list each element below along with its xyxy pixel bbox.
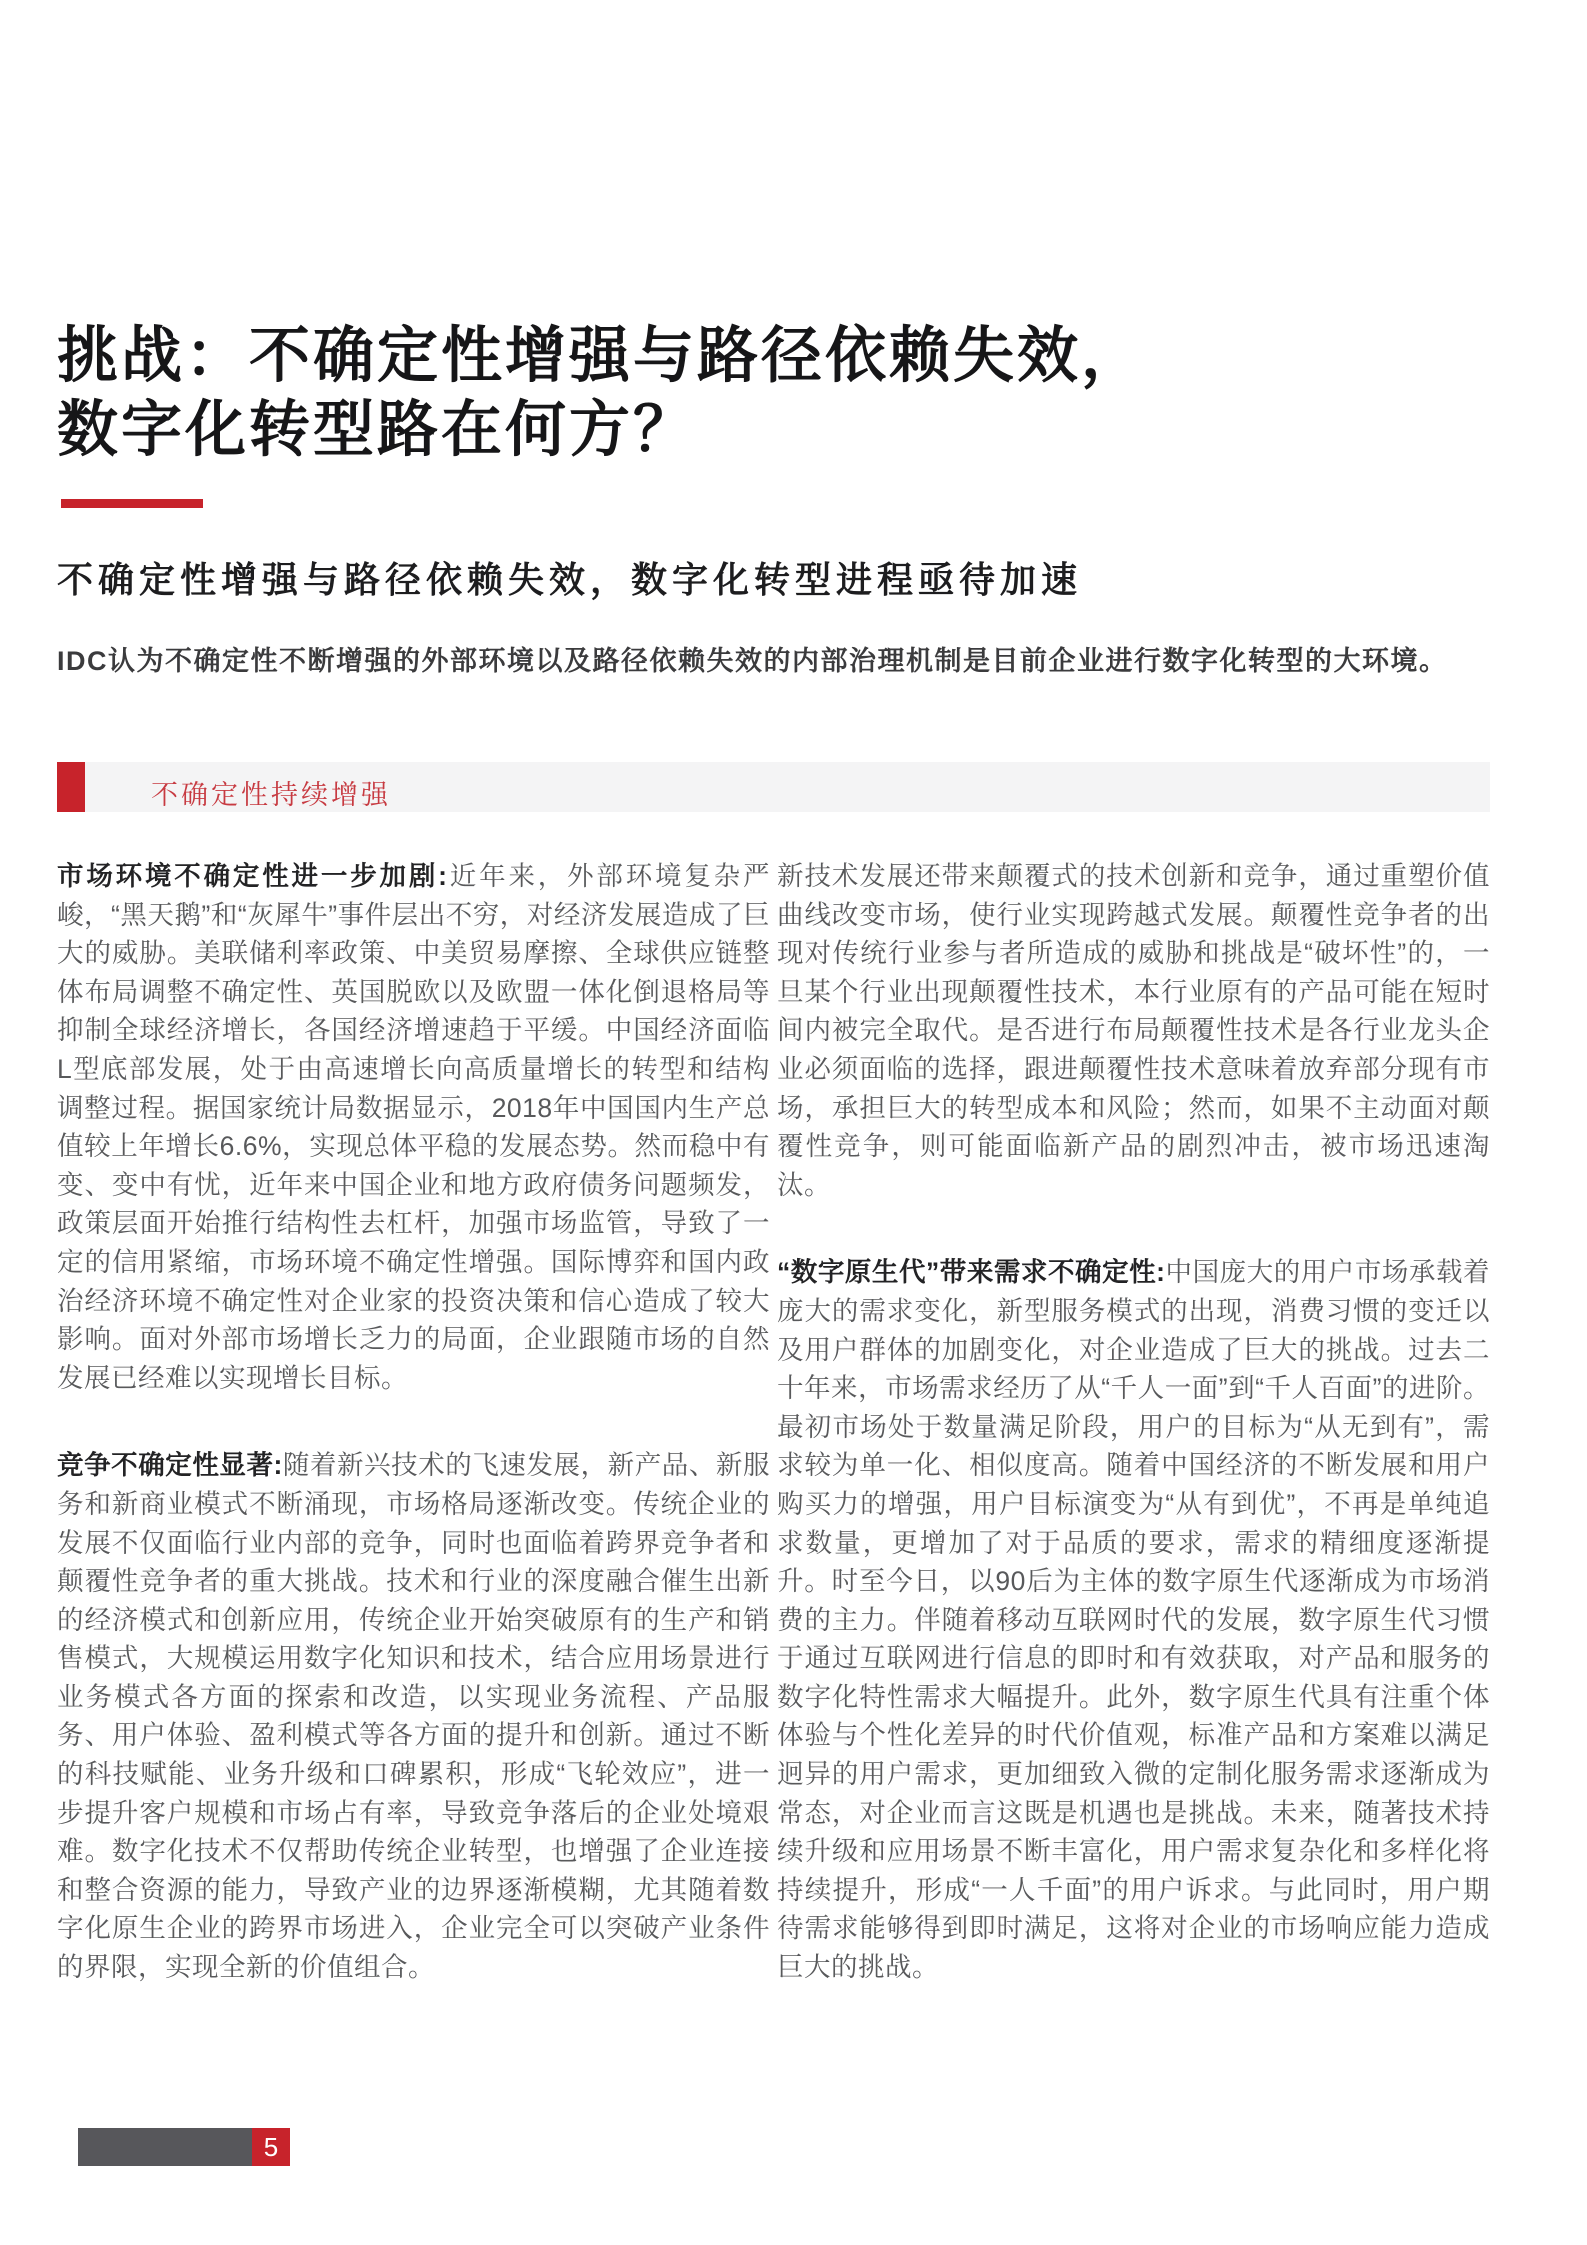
subtitle: 不确定性增强与路径依赖失效，数字化转型进程亟待加速 [57, 559, 1083, 600]
paragraph-digital-natives [777, 1253, 1490, 1986]
page-title-line1: 挑战：不确定性增强与路径依赖失效， [57, 321, 1146, 389]
body-column-right [777, 857, 1490, 2036]
body-column-left [57, 857, 770, 2036]
paragraph-text: 新技术发展还带来颠覆式的技术创新和竞争，通过重塑价值曲线改变市场，使行业实现跨越式发展。颠覆性竞争者的出现对传统行业参与者所造成的威胁和挑战是“破坏性”的，一旦某个行业出现颠覆性技术，本行业原有的产品可能在短时间内被完全取代。是否进行布局颠覆性技术是各行业龙头企业必须面临的选择，跟进颠覆性技术意味着放弃部分现有市场，承担巨大的转型成本和风险；然而，如果不主动面对颠覆性竞争，则可能面临新产品的剧烈冲击，被市场迅速淘汰。 [777, 861, 1490, 1200]
page-title-line2: 数字化转型路在何方？ [57, 395, 698, 463]
page-number-badge: 5 [252, 2128, 290, 2166]
paragraph-text: 中国庞大的用户市场承载着庞大的需求变化，新型服务模式的出现，消费习惯的变迁以及用户群体的加剧变化，对企业造成了巨大的挑战。过去二十年来，市场需求经历了从“千人一面”到“千人百面”的进阶。最初市场处于数量满足阶段，用户的目标为“从无到有”，需求较为单一化、相似度高。随着中国经济的不断发展和用户购买力的增强，用户目标演变为“从有到优”，不再是单纯追求数量，更增加了对于品质的要求，需求的精细度逐渐提升。时至今日，以90后为主体的数字原生代逐渐成为市场消费的主力。伴随着移动互联网时代的发展，数字原生代习惯于通过互联网进行信息的即时和有效获取，对产品和服务的数字化特性需求大幅提升。此外，数字原生代具有注重个体体验与个性化差异的时代价值观，标准产品和方案难以满足迥异的用户需求，更加细致入微的定制化服务需求逐渐成为常态，对企业而言这既是机遇也是挑战。未来，随著技术持续升级和应用场景不断丰富化，用户需求复杂化和多样化将持续提升，形成“一人千面”的用户诉求。与此同时，用户期待需求能够得到即时满足，这将对企业的市场响应能力造成巨大的挑战。 [777, 1257, 1491, 1983]
paragraph-text: 随着新兴技术的飞速发展，新产品、新服务和新商业模式不断涌现，市场格局逐渐改变。传统企业的发展不仅面临行业内部的竞争，同时也面临着跨界竞争者和颠覆性竞争者的重大挑战。技术和行业的深度融合催生出新的经济模式和创新应用，传统企业开始突破原有的生产和销售模式，大规模运用数字化知识和技术，结合应用场景进行业务模式各方面的探索和改造，以实现业务流程、产品服务、用户体验、盈利模式等各方面的提升和创新。通过不断的科技赋能、业务升级和口碑累积，形成“飞轮效应”，进一步提升客户规模和市场占有率，导致竞争落后的企业处境艰难。数字化技术不仅帮助传统企业转型，也增强了企业连接和整合资源的能力，导致产业的边界逐渐模糊，尤其随着数字化原生企业的跨界市场进入，企业完全可以突破产业条件的界限，实现全新的价值组合。 [57, 1450, 771, 1983]
section-title: 不确定性持续增强 [151, 780, 391, 810]
paragraph-lead: 市场环境不确定性进一步加剧: [57, 861, 448, 891]
footer-bar [78, 2128, 252, 2166]
section-header-bar [57, 762, 1490, 812]
page-title [57, 318, 1145, 466]
paragraph-disruptive-tech [777, 857, 1490, 1204]
paragraph-market-uncertainty [57, 857, 770, 1397]
paragraph-competition-uncertainty [57, 1446, 770, 1986]
title-underline-rule [61, 499, 203, 508]
paragraph-text: 近年来，外部环境复杂严峻，“黑天鹅”和“灰犀牛”事件层出不穷，对经济发展造成了巨大的威胁。美联储利率政策、中美贸易摩擦、全球供应链整体布局调整不确定性、英国脱欧以及欧盟一体化倒退格局等抑制全球经济增长，各国经济增速趋于平缓。中国经济面临L型底部发展，处于由高速增长向高质量增长的转型和结构调整过程。据国家统计局数据显示，2018年中国国内生产总值较上年增长6.6%，实现总体平稳的发展态势。然而稳中有变、变中有忧，近年来中国企业和地方政府债务问题频发，政策层面开始推行结构性去杠杆，加强市场监管，导致了一定的信用紧缩，市场环境不确定性增强。国际博弈和国内政治经济环境不确定性对企业家的投资决策和信心造成了较大影响。面对外部市场增长乏力的局面，企业跟随市场的自然发展已经难以实现增长目标。 [57, 861, 771, 1393]
paragraph-lead: “数字原生代”带来需求不确定性: [777, 1257, 1166, 1288]
section-marker-square [57, 762, 85, 812]
paragraph-lead: 竞争不确定性显著: [57, 1450, 283, 1481]
intro-paragraph: IDC认为不确定性不断增强的外部环境以及路径依赖失效的内部治理机制是目前企业进行数字化转型的大环境。 [57, 646, 1448, 676]
